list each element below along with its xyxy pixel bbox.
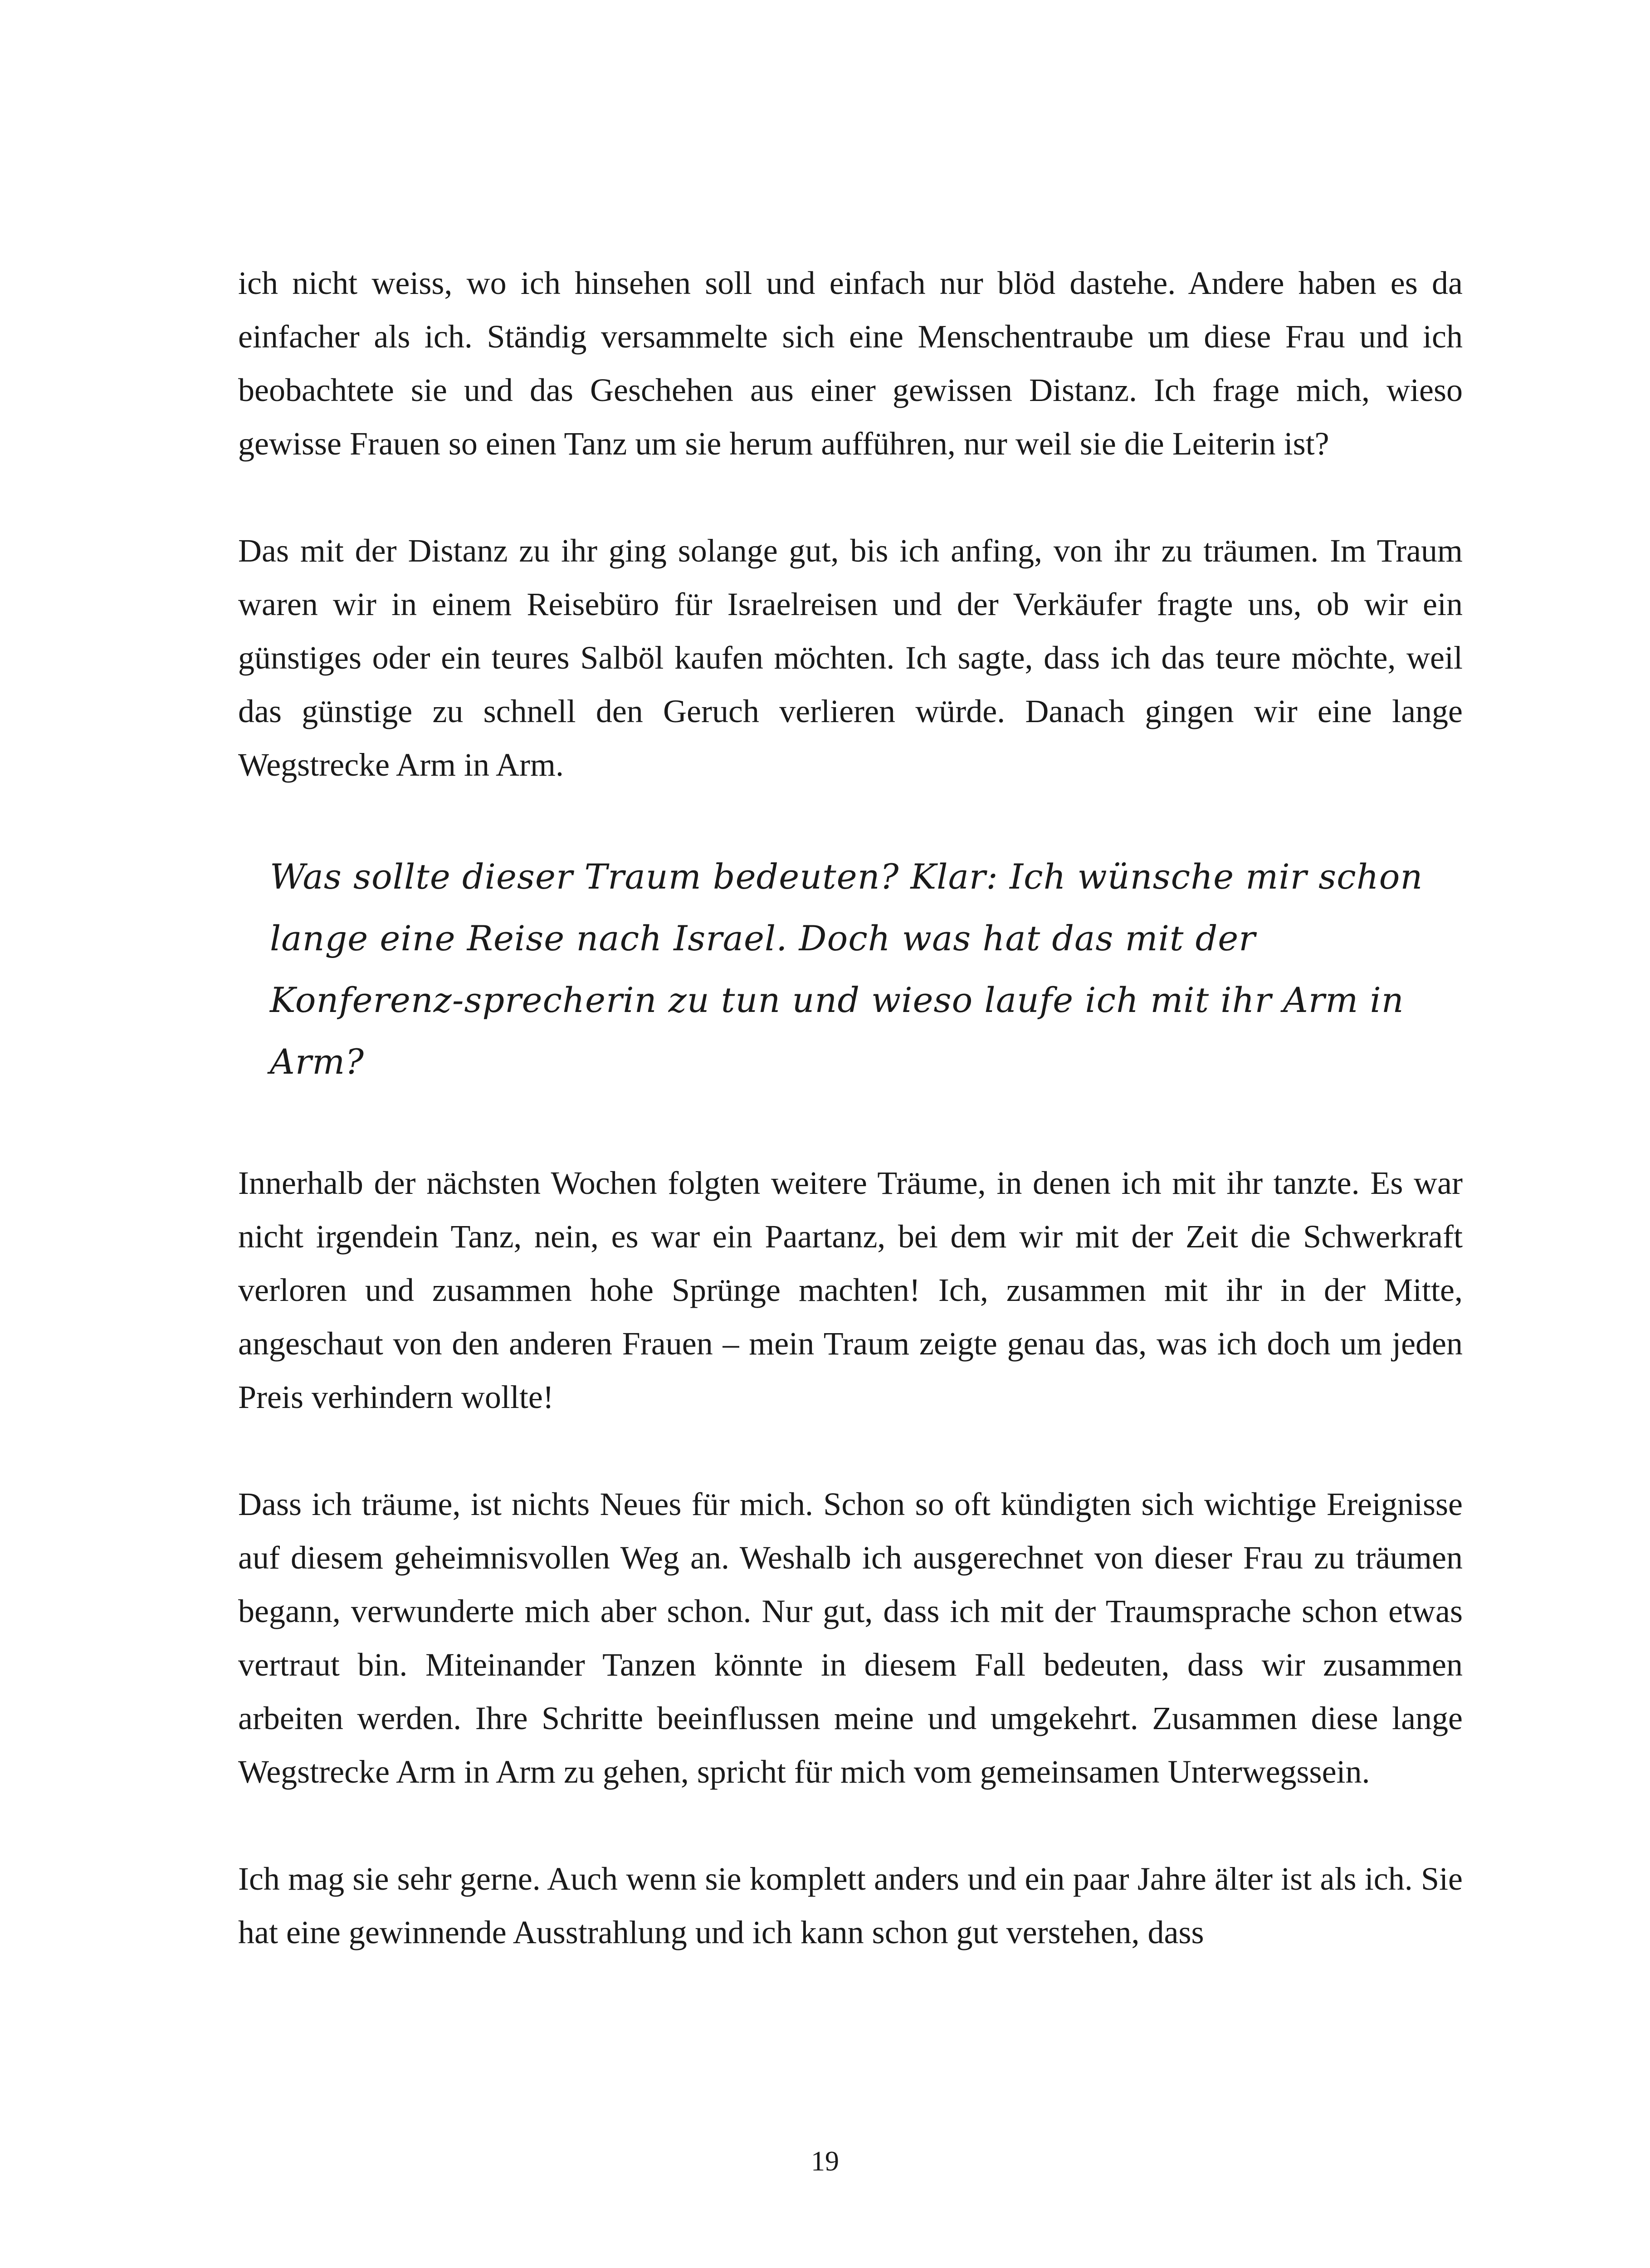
paragraph-4: Dass ich träume, ist nichts Neues für mich. Schon so oft kündigten sich wichtige Ereignisse auf diesem geheimnisvollen Weg an. Weshalb ich ausgerechnet von dieser Frau zu träumen begann, verwunderte mich aber schon. Nur gut, dass ich mit der Traumsprache schon etwas vertraut bin. Miteinander Tanzen könnte in diesem Fall bedeuten, dass wir zusammen arbeiten werden. Ihre Schritte beeinflussen meine und umgekehrt. Zusammen diese lange Wegstrecke Arm in Arm zu gehen, spricht für mich vom gemeinsamen Unterwegssein. bbox=[238, 1486, 1463, 1790]
paragraph-3: Innerhalb der nächsten Wochen folgten weitere Träume, in denen ich mit ihr tanzte. Es war nicht irgendein Tanz, nein, es war ein Paartanz, bei dem wir mit der Zeit die Schwerkraft verloren und zusammen hohe Sprünge machten! Ich, zusammen mit ihr in der Mitte, angeschaut von den anderen Frauen – mein Traum zeigte genau das, was ich doch um jeden Preis verhindern wollte! bbox=[238, 1165, 1463, 1415]
paragraph-5: Ich mag sie sehr gerne. Auch wenn sie komplett anders und ein paar Jahre älter ist als ich. Sie hat eine gewinnende Ausstrahlung und ich kann schon gut verstehen, dass bbox=[238, 1861, 1463, 1950]
paragraph-2: Das mit der Distanz zu ihr ging solange gut, bis ich anfing, von ihr zu träumen. Im Traum waren wir in einem Reisebüro für Israelreisen und der Verkäufer fragte uns, ob wir ein günstiges oder ein teures Salböl kaufen möchten. Ich sagte, dass ich das teure möchte, weil das günstige zu schnell den Geruch verlieren würde. Danach gingen wir eine lange Wegstrecke Arm in Arm. bbox=[238, 533, 1463, 783]
paragraph-1: ich nicht weiss, wo ich hinsehen soll und einfach nur blöd dastehe. Andere haben es da einfacher als ich. Ständig versammelte sich eine Menschentraube um diese Frau und ich beobachtete sie und das Geschehen aus einer gewissen Distanz. Ich frage mich, wieso gewisse Frauen so einen Tanz um sie herum aufführen, nur weil sie die Leiterin ist? bbox=[238, 265, 1463, 462]
handwritten-quote: Was sollte dieser Traum bedeuten? Klar: Ich wünsche mir schon lange eine Reise nach Israel. Doch was hat das mit der Konferenz-sprecherin zu tun und wieso laufe ich mit ihr Arm in Arm? bbox=[270, 856, 1423, 1082]
text-column bbox=[238, 256, 1463, 1959]
page-number: 19 bbox=[811, 2146, 839, 2177]
